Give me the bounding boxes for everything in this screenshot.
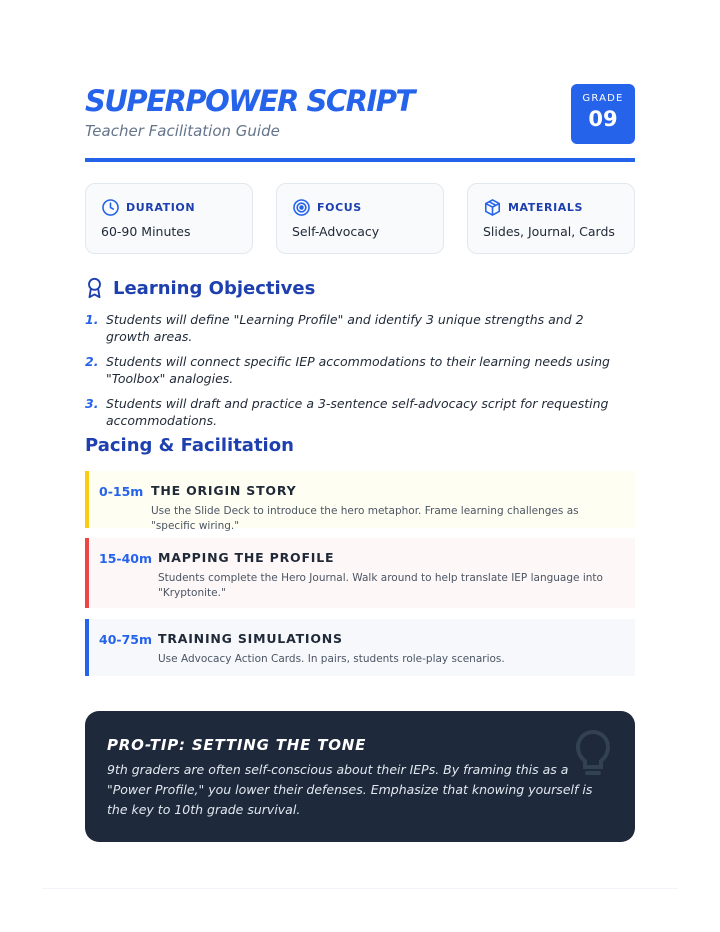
pacing-title: THE ORIGIN STORY xyxy=(151,483,297,498)
pro-tip-box xyxy=(85,711,635,842)
header-divider xyxy=(85,158,635,162)
grade-badge xyxy=(571,84,635,144)
duration-value: 60-90 Minutes xyxy=(101,224,191,239)
list-item xyxy=(85,395,630,429)
pacing-item-origin xyxy=(85,471,635,532)
pacing-time: 15-40m xyxy=(99,551,153,566)
objectives-list xyxy=(85,311,630,437)
pacing-item-mapping xyxy=(85,538,635,608)
pacing-description: Use Advocacy Action Cards. In pairs, students role-play scenarios. xyxy=(158,653,505,665)
page-subtitle: Teacher Facilitation Guide xyxy=(85,122,280,140)
pacing-title: TRAINING SIMULATIONS xyxy=(158,631,343,646)
focus-card xyxy=(276,183,444,254)
pacing-heading xyxy=(85,435,294,456)
award-icon xyxy=(85,277,113,299)
pacing-description: Students complete the Hero Journal. Walk around to help translate IEP language into "Kryptonite." xyxy=(158,572,603,599)
grade-label: GRADE xyxy=(582,93,624,104)
duration-label: DURATION xyxy=(126,201,196,214)
pacing-time: 40-75m xyxy=(99,632,153,647)
pro-tip-text: 9th graders are often self-conscious about their IEPs. By framing this as a "Power Profile," you lower their defenses. Emphasize that knowing yourself is the key to 10th grade survival. xyxy=(107,762,593,817)
page-header xyxy=(85,84,635,162)
objective-text: Students will connect specific IEP accommodations to their learning needs using "Toolbox" analogies. xyxy=(106,354,610,386)
list-item xyxy=(85,353,630,387)
pacing-item-training xyxy=(85,619,635,676)
materials-value: Slides, Journal, Cards xyxy=(483,224,615,239)
materials-card xyxy=(467,183,635,254)
duration-card xyxy=(85,183,253,254)
focus-label: FOCUS xyxy=(317,201,362,214)
objective-text: Students will define "Learning Profile" and identify 3 unique strengths and 2 growth areas. xyxy=(106,312,584,344)
pro-tip-title: PRO-TIP: SETTING THE TONE xyxy=(107,736,367,754)
objectives-title: Learning Objectives xyxy=(113,277,316,299)
pacing-title: MAPPING THE PROFILE xyxy=(158,550,335,565)
list-item xyxy=(85,311,630,345)
target-icon xyxy=(292,198,311,217)
objective-number: 2. xyxy=(85,354,99,369)
objective-text: Students will draft and practice a 3-sentence self-advocacy script for requesting accommodations. xyxy=(106,396,609,428)
pacing-time: 0-15m xyxy=(99,484,144,499)
materials-label: MATERIALS xyxy=(508,201,584,214)
objective-number: 3. xyxy=(85,396,99,411)
box-icon xyxy=(483,198,502,217)
clock-icon xyxy=(101,198,120,217)
pacing-description: Use the Slide Deck to introduce the hero metaphor. Frame learning challenges as "specific wiring." xyxy=(151,505,579,532)
page-title: SUPERPOWER SCRIPT xyxy=(85,84,414,118)
objective-number: 1. xyxy=(85,312,99,327)
pacing-title: Pacing & Facilitation xyxy=(85,435,294,456)
focus-value: Self-Advocacy xyxy=(292,224,380,239)
grade-value: 09 xyxy=(588,107,618,131)
objectives-heading xyxy=(85,277,315,299)
footer-divider xyxy=(42,888,678,889)
